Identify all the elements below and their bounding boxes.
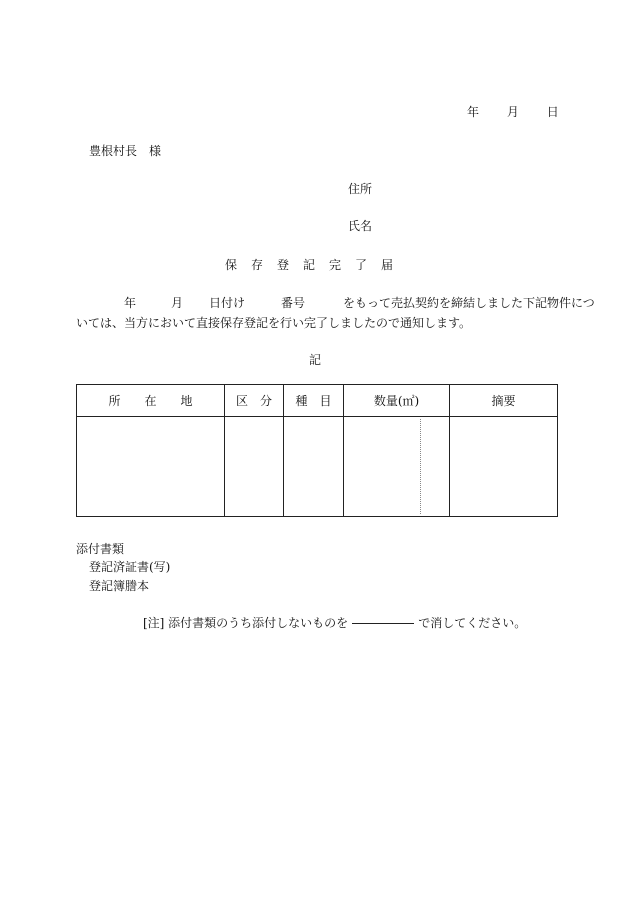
header-type: 種 目 <box>284 385 344 417</box>
body-line-1 <box>124 294 595 311</box>
address-label: 住所 <box>348 182 373 196</box>
note-suffix: で消してください。 <box>418 616 527 630</box>
addressee <box>89 142 161 159</box>
table-row <box>77 417 558 517</box>
attachment-item: 登記簿謄本 <box>89 579 150 593</box>
date-month: 月 <box>506 105 519 119</box>
body-number: 番号 <box>281 296 306 310</box>
date-year: 年 <box>467 105 480 119</box>
document-title: 保存登記完了届 <box>225 258 408 272</box>
strike-line <box>352 623 414 624</box>
body-line-1-rest: をもって売払契約を締結しました下記物件につ <box>343 296 595 310</box>
date-day: 日 <box>546 105 559 119</box>
cell-type <box>284 417 344 517</box>
attachment-item: 登記済証書(写) <box>89 560 171 574</box>
header-remarks: 摘要 <box>450 385 558 417</box>
note-prefix: [注] 添付書類のうち添付しないものを <box>143 616 349 630</box>
property-table <box>76 384 558 517</box>
cell-category <box>225 417 284 517</box>
attachments-title: 添付書類 <box>76 542 125 556</box>
cell-location <box>77 417 225 517</box>
body-line-2: いては、当方において直接保存登記を行い完了しましたので通知します。 <box>76 316 472 330</box>
addressee-honorific: 様 <box>149 144 162 158</box>
header-category: 区 分 <box>225 385 284 417</box>
addressee-name: 豊根村長 <box>89 144 138 158</box>
quantity-divider <box>420 419 421 514</box>
header-quantity: 数量(㎡) <box>344 385 450 417</box>
note <box>143 614 526 631</box>
cell-remarks <box>450 417 558 517</box>
name-label: 氏名 <box>348 219 373 233</box>
body-month: 月 <box>171 296 184 310</box>
header-location: 所 在 地 <box>77 385 225 417</box>
ki-heading: 記 <box>309 353 322 367</box>
cell-quantity <box>344 417 450 517</box>
body-dated: 日付け <box>209 296 246 310</box>
body-year: 年 <box>124 296 137 310</box>
table-header-row <box>77 385 558 417</box>
date-line <box>467 103 559 120</box>
